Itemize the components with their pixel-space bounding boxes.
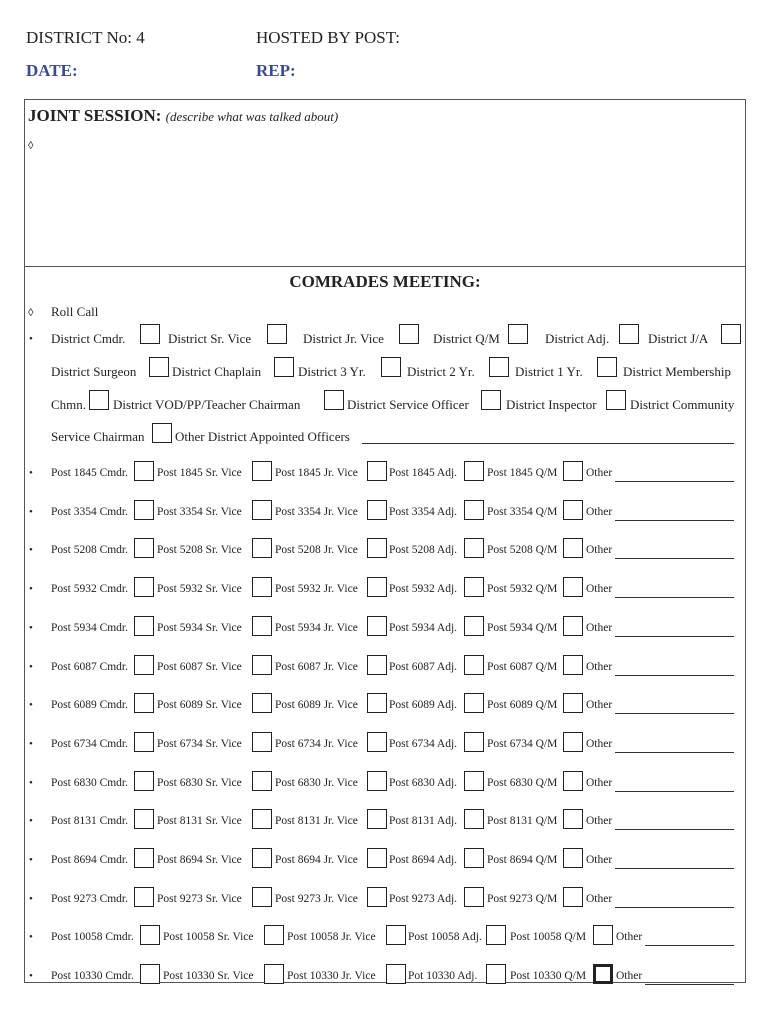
post-6830-jr-vice-checkbox[interactable] xyxy=(367,771,387,791)
district-2yr-label: District 2 Yr. xyxy=(407,364,475,379)
post-row-5208 xyxy=(0,541,770,563)
bullet: • xyxy=(29,505,33,518)
post-6089-qm-label: Post 6089 Q/M xyxy=(487,699,558,712)
post-9273-sr-vice-checkbox[interactable] xyxy=(252,887,272,907)
post-5208-adj-checkbox[interactable] xyxy=(464,538,484,558)
post-8131-cmdr-checkbox[interactable] xyxy=(134,809,154,829)
post-8694-cmdr-label: Post 8694 Cmdr. xyxy=(51,854,129,866)
post-1845-cmdr-checkbox[interactable] xyxy=(134,461,154,481)
post-row-3354 xyxy=(0,503,770,525)
district-qm-checkbox[interactable] xyxy=(508,324,528,344)
post-row-1845 xyxy=(0,464,770,486)
district-chaplain-label: District Chaplain xyxy=(172,364,262,379)
post-5932-sr-label: Post 5932 Sr. Vice xyxy=(157,583,242,596)
date-label: DATE: xyxy=(26,61,78,80)
bullet: • xyxy=(29,892,33,905)
post-row-10330 xyxy=(0,967,770,989)
district-sr-vice-label: District Sr. Vice xyxy=(168,331,252,346)
post-3354-adj-checkbox[interactable] xyxy=(464,500,484,520)
joint-session-title: JOINT SESSION: xyxy=(28,106,162,125)
bullet: • xyxy=(29,854,33,866)
other-district-officers-line[interactable] xyxy=(362,443,734,444)
district-cmdr-label: District Cmdr. xyxy=(51,331,126,346)
post-8694-qm-checkbox[interactable] xyxy=(563,848,583,868)
post-8131-other-line[interactable] xyxy=(615,829,734,830)
post-8131-cmdr-label: Post 8131 Cmdr. xyxy=(51,815,129,828)
bullet: • xyxy=(29,660,33,673)
post-10058-other-line[interactable] xyxy=(645,945,734,946)
bullet: • xyxy=(29,815,33,828)
post-row-6089 xyxy=(0,696,770,718)
district-vod-label: District VOD/PP/Teacher Chairman xyxy=(113,397,301,412)
post-6087-adj-checkbox[interactable] xyxy=(464,655,484,675)
post-10330-jr-label: Post 10330 Jr. Vice xyxy=(287,970,376,983)
post-10058-qm-checkbox[interactable] xyxy=(593,925,613,945)
post-5934-sr-vice-checkbox[interactable] xyxy=(252,616,272,636)
post-8694-other-label: Other xyxy=(586,854,613,866)
post-8131-jr-label: Post 8131 Jr. Vice xyxy=(275,815,358,828)
post-3354-other-line[interactable] xyxy=(615,520,734,521)
post-10058-sr-vice-checkbox[interactable] xyxy=(264,925,284,945)
post-3354-adj-label: Post 3354 Adj. xyxy=(389,505,458,518)
post-1845-qm-label: Post 1845 Q/M xyxy=(487,467,558,479)
joint-session-diamond: ◊ xyxy=(28,140,34,152)
post-6089-jr-label: Post 6089 Jr. Vice xyxy=(275,699,358,712)
post-9273-jr-label: Post 9273 Jr. Vice xyxy=(275,892,358,905)
district-cmdr-checkbox[interactable] xyxy=(140,324,160,344)
bullet: • xyxy=(29,737,33,750)
post-6089-qm-checkbox[interactable] xyxy=(563,693,583,713)
district-chaplain-checkbox[interactable] xyxy=(274,357,294,377)
post-5934-adj-checkbox[interactable] xyxy=(464,616,484,636)
post-6087-cmdr-checkbox[interactable] xyxy=(134,655,154,675)
district-jr-vice-checkbox[interactable] xyxy=(399,324,419,344)
bullet: • xyxy=(29,621,33,634)
post-row-8131 xyxy=(0,812,770,834)
bullet: • xyxy=(29,970,33,983)
post-6734-sr-vice-checkbox[interactable] xyxy=(252,732,272,752)
roll-call-diamond: ◊ xyxy=(28,307,34,319)
post-6734-adj-label: Post 6734 Adj. xyxy=(389,737,458,750)
post-5208-sr-label: Post 5208 Sr. Vice xyxy=(157,544,242,557)
bullet: • xyxy=(29,931,33,944)
district-surgeon-checkbox[interactable] xyxy=(149,357,169,377)
post-3354-sr-label: Post 3354 Sr. Vice xyxy=(157,505,242,518)
post-5208-other-label: Other xyxy=(586,544,613,557)
post-1845-adj-checkbox[interactable] xyxy=(464,461,484,481)
district-1yr-checkbox[interactable] xyxy=(597,357,617,377)
post-5932-jr-vice-checkbox[interactable] xyxy=(367,577,387,597)
post-6830-jr-label: Post 6830 Jr. Vice xyxy=(275,776,358,789)
post-8694-cmdr-checkbox[interactable] xyxy=(134,848,154,868)
post-10058-cmdr-label: Post 10058 Cmdr. xyxy=(51,931,134,944)
post-5208-sr-vice-checkbox[interactable] xyxy=(252,538,272,558)
post-6089-sr-vice-checkbox[interactable] xyxy=(252,693,272,713)
district-inspector-label: District Inspector xyxy=(506,397,597,412)
post-10058-adj-checkbox[interactable] xyxy=(486,925,506,945)
district-adj-label: District Adj. xyxy=(545,331,610,346)
post-10330-adj-label: Pot 10330 Adj. xyxy=(408,970,478,983)
post-5932-adj-checkbox[interactable] xyxy=(464,577,484,597)
post-9273-other-label: Other xyxy=(586,892,613,905)
district-membership-checkbox[interactable] xyxy=(89,390,109,410)
post-3354-qm-label: Post 3354 Q/M xyxy=(487,505,558,518)
post-6830-sr-vice-checkbox[interactable] xyxy=(252,771,272,791)
post-1845-cmdr-label: Post 1845 Cmdr. xyxy=(51,467,129,479)
post-6734-jr-label: Post 6734 Jr. Vice xyxy=(275,737,358,750)
post-9273-adj-label: Post 9273 Adj. xyxy=(389,892,458,905)
post-10058-jr-label: Post 10058 Jr. Vice xyxy=(287,931,376,944)
post-5932-qm-label: Post 5932 Q/M xyxy=(487,583,558,596)
post-9273-other-line[interactable] xyxy=(615,907,734,908)
district-sr-vice-checkbox[interactable] xyxy=(267,324,287,344)
post-5934-qm-label: Post 5934 Q/M xyxy=(487,621,558,634)
district-community-service-checkbox[interactable] xyxy=(152,423,172,443)
post-1845-other-line[interactable] xyxy=(615,481,734,482)
post-row-9273 xyxy=(0,890,770,912)
post-3354-sr-vice-checkbox[interactable] xyxy=(252,500,272,520)
district-number: DISTRICT No: 4 xyxy=(26,28,145,47)
post-3354-qm-checkbox[interactable] xyxy=(563,500,583,520)
post-9273-cmdr-checkbox[interactable] xyxy=(134,887,154,907)
post-6089-adj-checkbox[interactable] xyxy=(464,693,484,713)
district-2yr-checkbox[interactable] xyxy=(489,357,509,377)
post-6089-cmdr-label: Post 6089 Cmdr. xyxy=(51,699,129,712)
post-10330-other-label: Other xyxy=(616,970,643,983)
district-3yr-checkbox[interactable] xyxy=(381,357,401,377)
service-chairman-label: Service Chairman xyxy=(51,429,145,444)
district-community-label: District Community xyxy=(630,397,735,412)
post-6087-sr-label: Post 6087 Sr. Vice xyxy=(157,660,242,673)
post-5208-cmdr-checkbox[interactable] xyxy=(134,538,154,558)
bullet: • xyxy=(29,583,33,596)
post-8694-jr-vice-checkbox[interactable] xyxy=(367,848,387,868)
post-8694-sr-vice-checkbox[interactable] xyxy=(252,848,272,868)
chmn-label: Chmn. xyxy=(51,397,87,412)
post-row-6734 xyxy=(0,735,770,757)
district-service-officer-checkbox[interactable] xyxy=(481,390,501,410)
post-5208-qm-label: Post 5208 Q/M xyxy=(487,544,558,557)
post-6830-qm-checkbox[interactable] xyxy=(563,771,583,791)
post-8694-qm-label: Post 8694 Q/M xyxy=(487,854,558,866)
post-8131-qm-checkbox[interactable] xyxy=(563,809,583,829)
post-5208-other-line[interactable] xyxy=(615,558,734,559)
post-5208-jr-label: Post 5208 Jr. Vice xyxy=(275,544,358,557)
post-10330-qm-checkbox[interactable] xyxy=(593,964,613,984)
post-6830-sr-label: Post 6830 Sr. Vice xyxy=(157,776,242,789)
post-3354-cmdr-label: Post 3354 Cmdr. xyxy=(51,505,129,518)
post-3354-other-label: Other xyxy=(586,505,613,518)
post-5932-adj-label: Post 5932 Adj. xyxy=(389,583,458,596)
post-6734-qm-label: Post 6734 Q/M xyxy=(487,737,558,750)
post-6087-cmdr-label: Post 6087 Cmdr. xyxy=(51,660,129,673)
post-5934-qm-checkbox[interactable] xyxy=(563,616,583,636)
post-8131-jr-vice-checkbox[interactable] xyxy=(367,809,387,829)
post-6087-qm-label: Post 6087 Q/M xyxy=(487,660,558,673)
bullet: • xyxy=(29,333,33,345)
post-10330-qm-label: Post 10330 Q/M xyxy=(510,970,587,983)
post-8694-other-line[interactable] xyxy=(615,868,734,869)
post-5208-jr-vice-checkbox[interactable] xyxy=(367,538,387,558)
rep-label: REP: xyxy=(256,61,296,80)
post-8131-sr-label: Post 8131 Sr. Vice xyxy=(157,815,242,828)
post-6734-jr-vice-checkbox[interactable] xyxy=(367,732,387,752)
post-8131-qm-label: Post 8131 Q/M xyxy=(487,815,558,828)
post-9273-cmdr-label: Post 9273 Cmdr. xyxy=(51,892,129,905)
post-10330-jr-vice-checkbox[interactable] xyxy=(386,964,406,984)
post-6089-cmdr-checkbox[interactable] xyxy=(134,693,154,713)
post-5934-other-label: Other xyxy=(586,621,613,634)
post-6830-adj-checkbox[interactable] xyxy=(464,771,484,791)
post-8131-adj-label: Post 8131 Adj. xyxy=(389,815,458,828)
post-10058-jr-vice-checkbox[interactable] xyxy=(386,925,406,945)
post-5208-qm-checkbox[interactable] xyxy=(563,538,583,558)
post-3354-cmdr-checkbox[interactable] xyxy=(134,500,154,520)
post-6734-other-line[interactable] xyxy=(615,752,734,753)
post-6089-jr-vice-checkbox[interactable] xyxy=(367,693,387,713)
post-6830-qm-label: Post 6830 Q/M xyxy=(487,776,558,789)
post-9273-jr-vice-checkbox[interactable] xyxy=(367,887,387,907)
post-6830-cmdr-checkbox[interactable] xyxy=(134,771,154,791)
district-3yr-label: District 3 Yr. xyxy=(298,364,366,379)
post-10330-cmdr-checkbox[interactable] xyxy=(140,964,160,984)
post-5934-cmdr-checkbox[interactable] xyxy=(134,616,154,636)
post-5932-sr-vice-checkbox[interactable] xyxy=(252,577,272,597)
post-10058-sr-label: Post 10058 Sr. Vice xyxy=(163,931,254,944)
post-6734-qm-checkbox[interactable] xyxy=(563,732,583,752)
post-5934-sr-label: Post 5934 Sr. Vice xyxy=(157,621,242,634)
joint-session-heading xyxy=(28,106,338,126)
post-5932-other-line[interactable] xyxy=(615,597,734,598)
post-1845-jr-vice-checkbox[interactable] xyxy=(367,461,387,481)
post-row-8694 xyxy=(0,851,770,873)
post-6734-cmdr-checkbox[interactable] xyxy=(134,732,154,752)
bullet: • xyxy=(29,776,33,789)
post-row-10058 xyxy=(0,928,770,950)
bullet: • xyxy=(29,544,33,557)
post-5934-jr-label: Post 5934 Jr. Vice xyxy=(275,621,358,634)
post-6734-sr-label: Post 6734 Sr. Vice xyxy=(157,737,242,750)
post-row-6830 xyxy=(0,774,770,796)
post-1845-other-label: Other xyxy=(586,467,613,479)
post-10058-qm-label: Post 10058 Q/M xyxy=(510,931,587,944)
post-5932-other-label: Other xyxy=(586,583,613,596)
post-6087-other-label: Other xyxy=(586,660,613,673)
post-row-5932 xyxy=(0,580,770,602)
post-6087-jr-label: Post 6087 Jr. Vice xyxy=(275,660,358,673)
post-8694-sr-label: Post 8694 Sr. Vice xyxy=(157,854,242,866)
post-9273-sr-label: Post 9273 Sr. Vice xyxy=(157,892,242,905)
district-1yr-label: District 1 Yr. xyxy=(515,364,583,379)
district-ja-label: District J/A xyxy=(648,331,709,346)
post-1845-sr-label: Post 1845 Sr. Vice xyxy=(157,467,242,479)
district-qm-label: District Q/M xyxy=(433,331,500,346)
hosted-by-post: HOSTED BY POST: xyxy=(256,28,400,47)
post-5208-adj-label: Post 5208 Adj. xyxy=(389,544,458,557)
post-10330-adj-checkbox[interactable] xyxy=(486,964,506,984)
post-8131-sr-vice-checkbox[interactable] xyxy=(252,809,272,829)
post-6734-other-label: Other xyxy=(586,737,613,750)
post-6830-other-label: Other xyxy=(586,776,613,789)
district-vod-checkbox[interactable] xyxy=(324,390,344,410)
post-5934-other-line[interactable] xyxy=(615,636,734,637)
district-jr-vice-label: District Jr. Vice xyxy=(303,331,384,346)
post-10330-other-line[interactable] xyxy=(645,984,734,985)
post-8694-adj-checkbox[interactable] xyxy=(464,848,484,868)
post-6089-adj-label: Post 6089 Adj. xyxy=(389,699,458,712)
joint-session-hint: (describe what was talked about) xyxy=(165,109,339,124)
post-5932-jr-label: Post 5932 Jr. Vice xyxy=(275,583,358,596)
post-5934-jr-vice-checkbox[interactable] xyxy=(367,616,387,636)
post-6087-jr-vice-checkbox[interactable] xyxy=(367,655,387,675)
post-1845-qm-checkbox[interactable] xyxy=(563,461,583,481)
district-inspector-checkbox[interactable] xyxy=(606,390,626,410)
district-surgeon-label: District Surgeon xyxy=(51,364,137,379)
post-6734-adj-checkbox[interactable] xyxy=(464,732,484,752)
post-1845-sr-vice-checkbox[interactable] xyxy=(252,461,272,481)
post-6089-sr-label: Post 6089 Sr. Vice xyxy=(157,699,242,712)
post-6734-cmdr-label: Post 6734 Cmdr. xyxy=(51,737,129,750)
post-5932-cmdr-label: Post 5932 Cmdr. xyxy=(51,583,129,596)
post-6087-qm-checkbox[interactable] xyxy=(563,655,583,675)
post-row-6087 xyxy=(0,658,770,680)
district-ja-checkbox[interactable] xyxy=(721,324,741,344)
post-5932-qm-checkbox[interactable] xyxy=(563,577,583,597)
bullet: • xyxy=(29,467,33,479)
post-8131-adj-checkbox[interactable] xyxy=(464,809,484,829)
post-8694-jr-label: Post 8694 Jr. Vice xyxy=(275,854,358,866)
post-5208-cmdr-label: Post 5208 Cmdr. xyxy=(51,544,129,557)
section-divider xyxy=(24,266,746,267)
post-10058-adj-label: Post 10058 Adj. xyxy=(408,931,482,944)
post-3354-jr-label: Post 3354 Jr. Vice xyxy=(275,505,358,518)
post-6087-adj-label: Post 6087 Adj. xyxy=(389,660,458,673)
post-1845-adj-label: Post 1845 Adj. xyxy=(389,467,458,479)
post-5934-adj-label: Post 5934 Adj. xyxy=(389,621,458,634)
district-membership-label: District Membership xyxy=(623,364,731,379)
post-6087-sr-vice-checkbox[interactable] xyxy=(252,655,272,675)
post-6830-adj-label: Post 6830 Adj. xyxy=(389,776,458,789)
post-10058-cmdr-checkbox[interactable] xyxy=(140,925,160,945)
post-6089-other-line[interactable] xyxy=(615,713,734,714)
post-row-5934 xyxy=(0,619,770,641)
roll-call-label: Roll Call xyxy=(51,304,99,319)
post-6830-cmdr-label: Post 6830 Cmdr. xyxy=(51,776,129,789)
post-5934-cmdr-label: Post 5934 Cmdr. xyxy=(51,621,129,634)
post-6087-other-line[interactable] xyxy=(615,675,734,676)
post-9273-adj-checkbox[interactable] xyxy=(464,887,484,907)
bullet: • xyxy=(29,699,33,712)
post-3354-jr-vice-checkbox[interactable] xyxy=(367,500,387,520)
comrades-meeting-title: COMRADES MEETING: xyxy=(289,272,481,291)
post-9273-qm-checkbox[interactable] xyxy=(563,887,583,907)
joint-session-notes-area[interactable] xyxy=(40,136,740,260)
post-10330-cmdr-label: Post 10330 Cmdr. xyxy=(51,970,134,983)
post-8694-adj-label: Post 8694 Adj. xyxy=(389,854,458,866)
post-9273-qm-label: Post 9273 Q/M xyxy=(487,892,558,905)
post-5932-cmdr-checkbox[interactable] xyxy=(134,577,154,597)
post-1845-jr-label: Post 1845 Jr. Vice xyxy=(275,467,358,479)
post-10330-sr-label: Post 10330 Sr. Vice xyxy=(163,970,254,983)
post-6089-other-label: Other xyxy=(586,699,613,712)
district-adj-checkbox[interactable] xyxy=(619,324,639,344)
post-6830-other-line[interactable] xyxy=(615,791,734,792)
other-district-officers-label: Other District Appointed Officers xyxy=(175,429,350,444)
post-8131-other-label: Other xyxy=(586,815,613,828)
district-service-officer-label: District Service Officer xyxy=(347,397,469,412)
post-10330-sr-vice-checkbox[interactable] xyxy=(264,964,284,984)
post-10058-other-label: Other xyxy=(616,931,643,944)
